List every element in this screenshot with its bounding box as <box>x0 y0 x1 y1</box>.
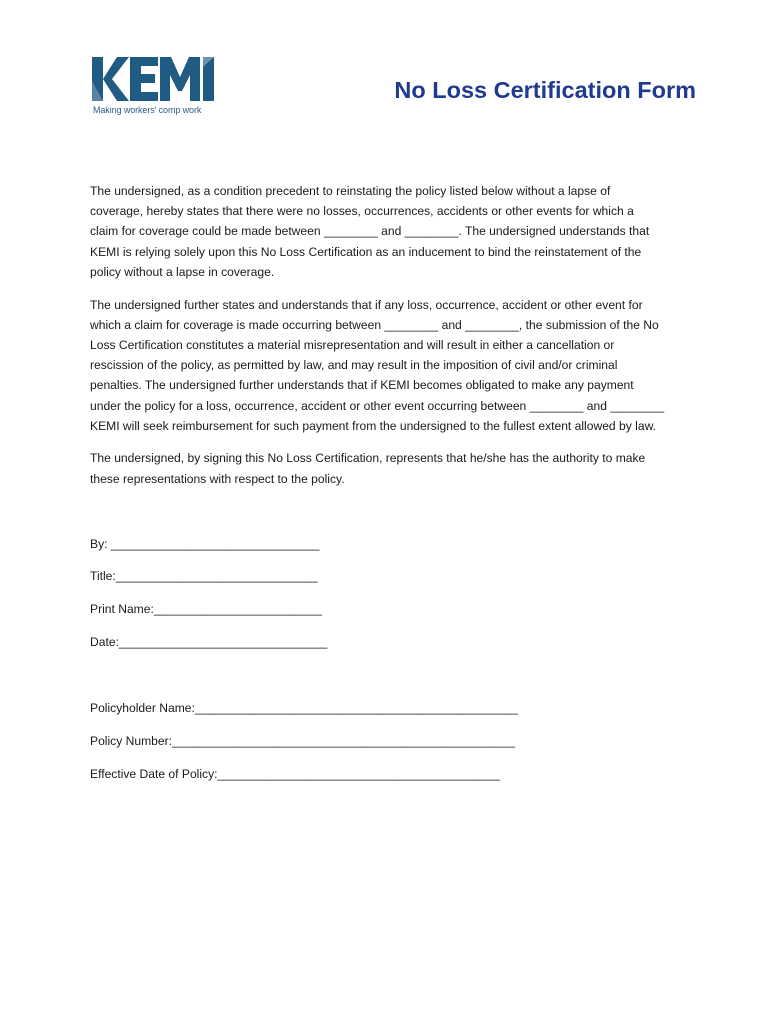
text-line: coverage, hereby states that there were no losses, occurrences, accidents or other events for which a <box>90 204 634 219</box>
certification-body <box>90 181 700 501</box>
policyholder-name-field[interactable]: Policyholder Name:________________________________________________ <box>90 701 518 715</box>
text-line: Loss Certification constitutes a material misrepresentation and will result in either a cancellation or <box>90 337 615 352</box>
date-field[interactable]: Date:_______________________________ <box>90 635 328 649</box>
text-line: The undersigned, as a condition precedent to reinstating the policy listed below without a lapse of <box>90 184 611 198</box>
text-line: KEMI is relying solely upon this No Loss Certification as an inducement to bind the reinstatement of the <box>90 244 642 259</box>
print-name-field[interactable]: Print Name:_________________________ <box>90 602 322 616</box>
text-line: these representations with respect to the policy. <box>90 471 345 486</box>
text-line: which a claim for coverage is made occurring between ________ and ________, the submission of the No <box>90 317 659 332</box>
paragraph-misrepresentation <box>90 295 700 436</box>
effective-date-field[interactable]: Effective Date of Policy:__________________________________________ <box>90 767 500 781</box>
title-field[interactable]: Title:______________________________ <box>90 569 318 583</box>
text-line: rescission of the policy, as permitted by law, and may result in the imposition of civil and/or criminal <box>90 358 618 373</box>
text-line: The undersigned further states and understands that if any loss, occurrence, accident or other event for <box>90 297 643 312</box>
text-line: under the policy for a loss, occurrence, accident or other event occurring between ________ and ________ <box>90 398 665 413</box>
text-line: policy without a lapse in coverage. <box>90 264 275 279</box>
form-title: No Loss Certification Form <box>394 77 696 103</box>
by-field[interactable]: By: _______________________________ <box>90 537 320 551</box>
paragraph-certification <box>90 181 700 282</box>
text-line: penalties. The undersigned further understands that if KEMI becomes obligated to make any payment <box>90 378 634 393</box>
text-line: claim for coverage could be made between ________ and ________. The undersigned understands that <box>90 224 650 239</box>
text-line: The undersigned, by signing this No Loss Certification, represents that he/she has the authority to make <box>90 451 646 466</box>
paragraph-authority <box>90 448 700 488</box>
kemi-logo <box>92 55 218 117</box>
logo-tagline: Making workers' comp work <box>93 105 202 115</box>
kemi-logo-mark <box>92 55 218 103</box>
text-line: KEMI will seek reimbursement for such payment from the undersigned to the fullest extent allowed by law. <box>90 418 656 433</box>
policy-number-field[interactable]: Policy Number:___________________________________________________ <box>90 734 516 748</box>
